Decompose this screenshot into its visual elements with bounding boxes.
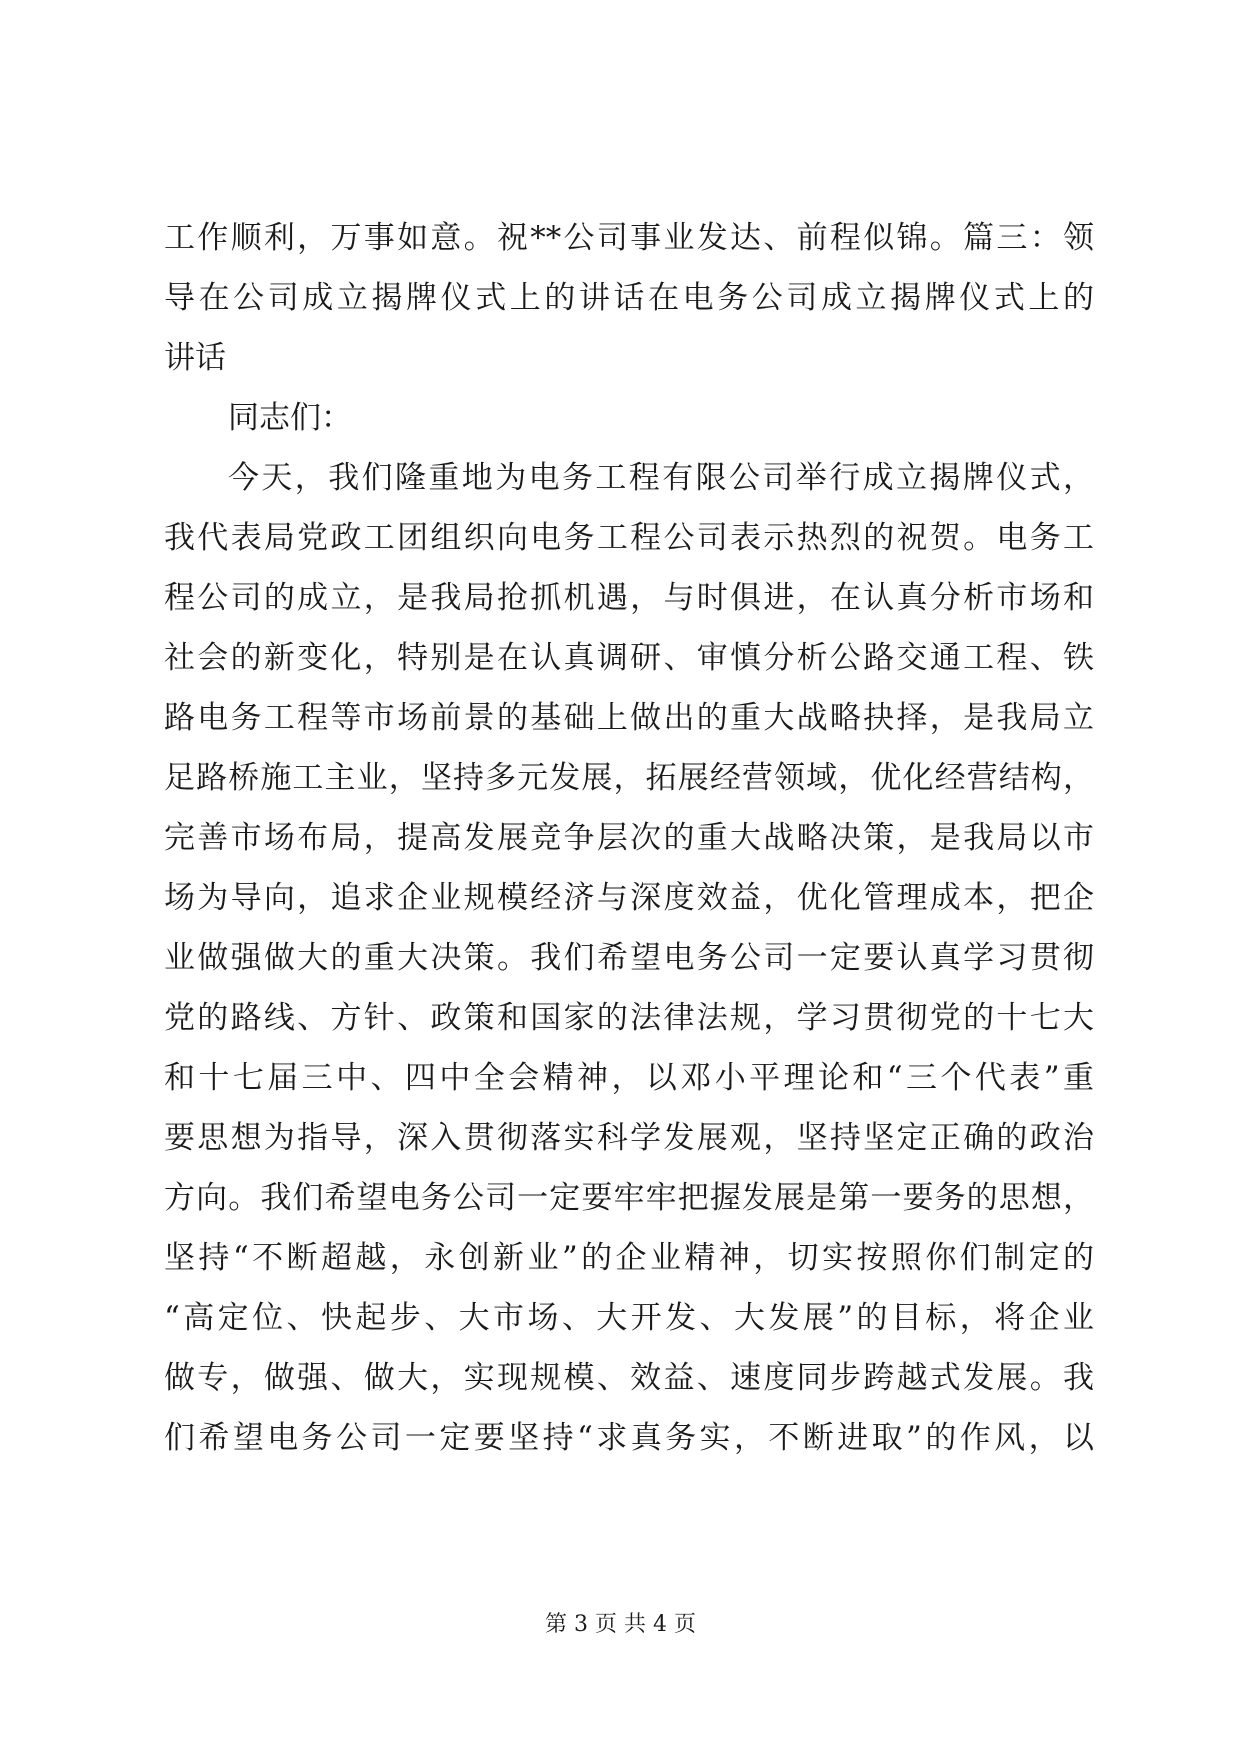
- body-line-20: 做专，做强、做大，实现规模、效益、速度同步跨越式发展。我: [164, 1360, 1094, 1396]
- body-line-8: 社会的新变化，特别是在认真调研、审慎分析公路交通工程、铁: [164, 640, 1094, 676]
- body-line-2: 导在公司成立揭牌仪式上的讲话在电务公司成立揭牌仪式上的: [164, 280, 1094, 316]
- body-line-18: 坚持“不断超越，永创新业”的企业精神，切实按照你们制定的: [164, 1240, 1094, 1276]
- body-line-11: 完善市场布局，提高发展竞争层次的重大战略决策，是我局以市: [164, 820, 1094, 856]
- body-line-3: 讲话: [164, 340, 226, 376]
- salutation: 同志们：: [228, 400, 352, 436]
- body-line-1: 工作顺利，万事如意。祝**公司事业发达、前程似锦。篇三：领: [164, 220, 1094, 256]
- body-line-16: 要思想为指导，深入贯彻落实科学发展观，坚持坚定正确的政治: [164, 1120, 1094, 1156]
- body-line-14: 党的路线、方针、政策和国家的法律法规，学习贯彻党的十七大: [164, 1000, 1094, 1036]
- body-line-15: 和十七届三中、四中全会精神，以邓小平理论和“三个代表”重: [164, 1060, 1094, 1096]
- body-line-10: 足路桥施工主业，坚持多元发展，拓展经营领域，优化经营结构，: [164, 760, 1094, 796]
- body-line-5: 今天，我们隆重地为电务工程有限公司举行成立揭牌仪式，: [228, 460, 1094, 496]
- body-line-6: 我代表局党政工团组织向电务工程公司表示热烈的祝贺。电务工: [164, 520, 1094, 556]
- body-line-7: 程公司的成立，是我局抢抓机遇，与时俱进，在认真分析市场和: [164, 580, 1094, 616]
- body-line-21: 们希望电务公司一定要坚持“求真务实，不断进取”的作风，以: [164, 1420, 1094, 1456]
- body-line-13: 业做强做大的重大决策。我们希望电务公司一定要认真学习贯彻: [164, 940, 1094, 976]
- body-line-9: 路电务工程等市场前景的基础上做出的重大战略抉择，是我局立: [164, 700, 1094, 736]
- body-line-17: 方向。我们希望电务公司一定要牢牢把握发展是第一要务的思想，: [164, 1180, 1094, 1216]
- body-line-19: “高定位、快起步、大市场、大开发、大发展”的目标，将企业: [164, 1300, 1094, 1336]
- page-number-footer: 第 3 页 共 4 页: [545, 1612, 696, 1637]
- body-line-12: 场为导向，追求企业规模经济与深度效益，优化管理成本，把企: [164, 880, 1094, 916]
